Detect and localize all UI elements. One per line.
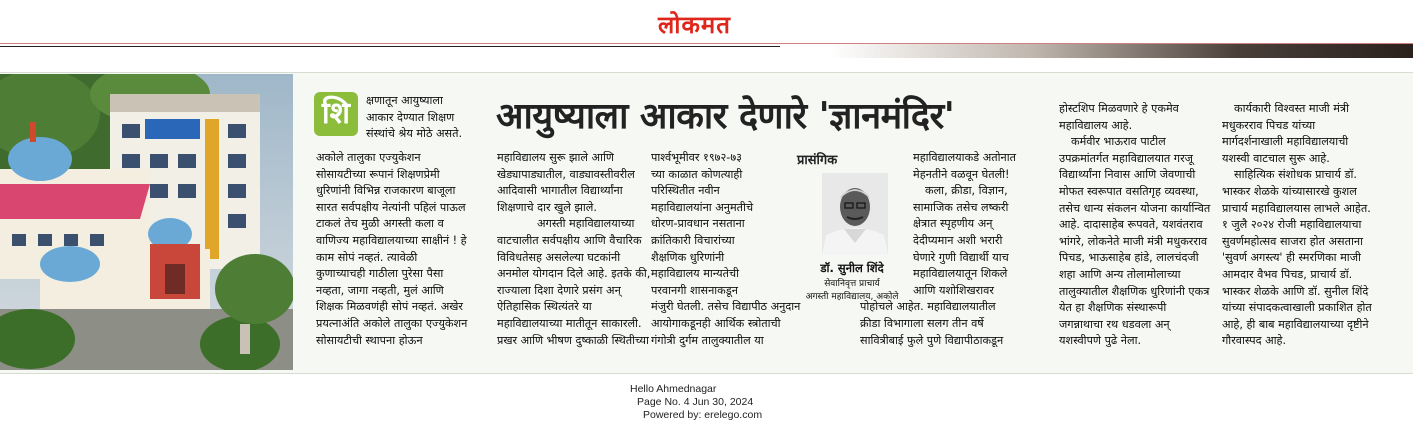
text-line: मंजुरी घेतली. तसेच विद्यापीठ अनुदान xyxy=(651,300,801,314)
footer-powered-by: Powered by: erelego.com xyxy=(643,409,763,421)
text-line: महाविद्यालयाच्या मातीतून साकारली. xyxy=(497,316,642,330)
text-line: प्रयत्नाअंति अकोले तालुका एज्युकेशन xyxy=(316,316,468,330)
text-line: सावित्रीबाई फुले पुणे विद्यापीठाकडून xyxy=(860,333,1004,347)
text-line: टाकलं तेच मुळी अगस्ती कला व xyxy=(316,217,444,231)
text-line: परवानगी शासनाकडून xyxy=(651,283,738,297)
text-line: महाविद्यालयातून शिकले xyxy=(913,267,1008,281)
text-line: येत हा शैक्षणिक संस्थारूपी xyxy=(1059,301,1167,315)
text-line: कार्यकारी विश्वस्त माजी मंत्री xyxy=(1234,102,1349,115)
footer-edition: Hello Ahmednagar xyxy=(630,383,717,395)
text-line: विविधतेसह असलेल्या घटकांनी xyxy=(497,250,621,264)
text-line: आयोगाकडूनही आर्थिक स्त्रोताची xyxy=(651,316,781,330)
text-line: सारत सर्वपक्षीय नेत्यांनी पहिलं पाऊल xyxy=(316,200,466,214)
text-line: 'सुवर्ण अगस्त्य' ही स्मरणिका माजी xyxy=(1222,251,1361,265)
text-line: ऐतिहासिक स्थित्यंतरे या xyxy=(497,300,592,314)
text-line: होस्टशिप मिळवणारे हे एकमेव xyxy=(1059,102,1179,115)
masthead xyxy=(0,0,1413,50)
text-line: देदीप्यमान अशी भरारी xyxy=(913,233,1003,247)
text-line: यशस्वी वाटचाल सुरू आहे. xyxy=(1222,151,1330,165)
text-line: आदिवासी भागातील विद्यार्थ्यांना xyxy=(497,184,623,198)
newspaper-logo: लोकमत xyxy=(658,10,731,39)
text-line: महाविद्यालय आहे. xyxy=(1059,118,1133,132)
text-line: १ जुलै २०२४ रोजी महाविद्यालयाचा xyxy=(1222,218,1362,232)
text-line: जगन्नाथाचा रथ धडवला अन् xyxy=(1059,317,1170,331)
text-line: आणि यशोशिखरावर xyxy=(913,283,994,297)
column-2 xyxy=(497,150,650,349)
text-line: यशस्वीपणे पुढे नेला. xyxy=(1059,334,1142,348)
column-1 xyxy=(316,150,467,349)
column-6 xyxy=(1222,101,1372,350)
column-5 xyxy=(1059,101,1210,350)
text-line: धोरण-प्रावधान नसताना xyxy=(651,217,745,231)
text-line: महाविद्यालयाकडे अतोनात xyxy=(913,151,1017,164)
text-line: भास्कर शेळके यांच्यासारखे कुशल xyxy=(1222,184,1357,198)
college-building-photo xyxy=(0,74,293,370)
text-line: महाविद्यालय मान्यतेची xyxy=(651,267,739,281)
text-line: प्रखर आणि भीषण दुष्काळी स्थितीच्या xyxy=(497,333,649,347)
text-line: पोहोचले आहेत. महाविद्यालयातील xyxy=(860,300,996,314)
text-line: तसेच धान्य संकलन योजना कार्यान्वित xyxy=(1059,201,1211,215)
text-line: कला, क्रीडा, विज्ञान, xyxy=(925,184,1008,198)
text-line: मेहनतीने वळवून घेतली! xyxy=(913,167,1010,181)
text-line: महाविद्यालयांना अनुमतीचे xyxy=(651,200,754,214)
text-line: क्षेत्रात स्पृहणीय अन् xyxy=(913,217,993,231)
text-line: आहे, ही बाब महाविद्यालयाच्या दृष्टीने xyxy=(1222,317,1369,331)
text-line: परिस्थितीत नवीन xyxy=(651,184,720,198)
text-line: पार्श्वभूमीवर १९७२-७३ xyxy=(651,151,742,164)
author-institution: अगस्ती महाविद्यालय, अकोले xyxy=(805,292,899,302)
text-line: पिचड, भाऊसाहेब हांडे, लालचंदजी xyxy=(1059,251,1199,265)
text-line: यांच्या संपादकत्वाखाली प्रकाशित होत xyxy=(1222,301,1372,315)
text-line: गंगोत्री दुर्गम तालुक्यातील या xyxy=(651,333,764,347)
masthead-rule-dark xyxy=(0,46,780,47)
column-4 xyxy=(860,150,1017,349)
dropcap: शि xyxy=(314,92,358,136)
text-line: मोफत स्वरूपात वसतिगृह व्यवस्था, xyxy=(1059,184,1199,198)
text-line: विद्यार्थ्यांना निवास आणि जेवणाची xyxy=(1059,168,1196,182)
text-line: घेणारे गुणी विद्यार्थी याच xyxy=(913,250,1009,264)
text-line: प्राचार्य महाविद्यालयास लाभले आहेत. xyxy=(1222,201,1371,215)
text-line: सुवर्णमहोत्सव साजरा होत असताना xyxy=(1222,234,1363,248)
text-line: अकोले तालुका एज्युकेशन xyxy=(316,151,421,164)
text-line: उपक्रमांतर्गत महाविद्यालयात गरजू xyxy=(1059,151,1193,165)
text-line: महाविद्यालय सुरू झाले आणि xyxy=(497,151,614,164)
text-line: क्षणातून आयुष्याला xyxy=(366,94,443,107)
text-line: वाणिज्य महाविद्यालयाच्या साक्षीनं ! हे xyxy=(316,233,467,247)
text-line: क्रीडा विभागाला सलग तीन वर्षे xyxy=(860,316,984,330)
text-line: कुणाच्याचही गाठीला पुरेसा पैसा xyxy=(316,267,444,281)
text-line: भांगरे, लोकनेते माजी मंत्री मधुकरराव xyxy=(1059,234,1208,248)
text-line: साहित्यिक संशोधक प्राचार्य डॉ. xyxy=(1234,168,1357,182)
text-line: सामाजिक तसेच लष्करी xyxy=(913,200,1009,214)
text-line: शिक्षक मिळवणंही सोपं नव्हतं. अखेर xyxy=(316,300,463,314)
text-line: नव्हता, जागा नव्हती, मुलं आणि xyxy=(316,283,444,297)
text-line: अनमोल योगदान दिले आहे. इतके की, xyxy=(497,267,651,281)
text-line: तालुक्यातील शैक्षणिक धुरिणांनी एकत्र xyxy=(1059,284,1210,298)
text-line: अगस्ती महाविद्यालयाच्या xyxy=(537,217,635,231)
text-line: खेड्यापाड्यातील, वाड्यावस्तीवरील xyxy=(497,167,635,181)
author-role: सेवानिवृत्त प्राचार्य xyxy=(824,279,880,289)
text-line: गौरवास्पद आहे. xyxy=(1222,334,1287,348)
text-line: आहे. दादासाहेब रूपवते, यशवंतराव xyxy=(1059,218,1203,232)
text-line: राज्याला दिशा देणारे प्रसंग अन् xyxy=(497,283,621,297)
text-line: शैक्षणिक धुरिणांनी xyxy=(651,250,725,264)
author-portrait xyxy=(822,173,888,255)
text-line: धुरिणांनी विभिन्न राजकारण बाजूला xyxy=(316,184,456,198)
column-tag: प्रासंगिक xyxy=(797,153,838,168)
article-intro xyxy=(366,93,462,143)
text-line: संस्थांचे श्रेय मोठे असते. xyxy=(366,127,463,141)
text-line: सोसायटीच्या रूपानं शिक्षणप्रेमी xyxy=(316,167,440,181)
text-line: वाटचालीत सर्वपक्षीय आणि वैचारिक xyxy=(497,233,642,247)
author-name: डॉ. सुनील शिंदे xyxy=(820,261,884,275)
footer-page-date: Page No. 4 Jun 30, 2024 xyxy=(637,396,754,408)
text-line: शहा आणि अन्य तोलामोलाच्या xyxy=(1059,267,1181,281)
text-line: मधुकरराव पिचड यांच्या xyxy=(1222,118,1316,132)
text-line: आकार देण्यात शिक्षण xyxy=(366,110,455,124)
text-line: सोसायटीची स्थापना होऊन xyxy=(316,333,423,347)
text-line: कर्मवीर भाऊराव पाटील xyxy=(1071,135,1166,149)
text-line: मार्गदर्शनाखाली महाविद्यालयाची xyxy=(1222,135,1349,149)
text-line: शिक्षणाचे दार खुले झाले. xyxy=(497,200,597,214)
text-line: आमदार वैभव पिचड, प्राचार्य डॉ. xyxy=(1222,267,1353,281)
text-line: भास्कर शेळके आणि डॉ. सुनील शिंदे xyxy=(1222,284,1369,298)
masthead-photo-strip xyxy=(830,44,1413,58)
text-line: क्रांतिकारी विचारांच्या xyxy=(651,233,735,247)
article-headline: आयुष्याला आकार देणारे 'ज्ञानमंदिर' xyxy=(496,95,955,137)
text-line: काम सोपं नव्हतं. त्यावेळी xyxy=(316,250,418,264)
column-3 xyxy=(651,150,800,349)
text-line: च्या काळात कोणत्याही xyxy=(651,167,743,181)
